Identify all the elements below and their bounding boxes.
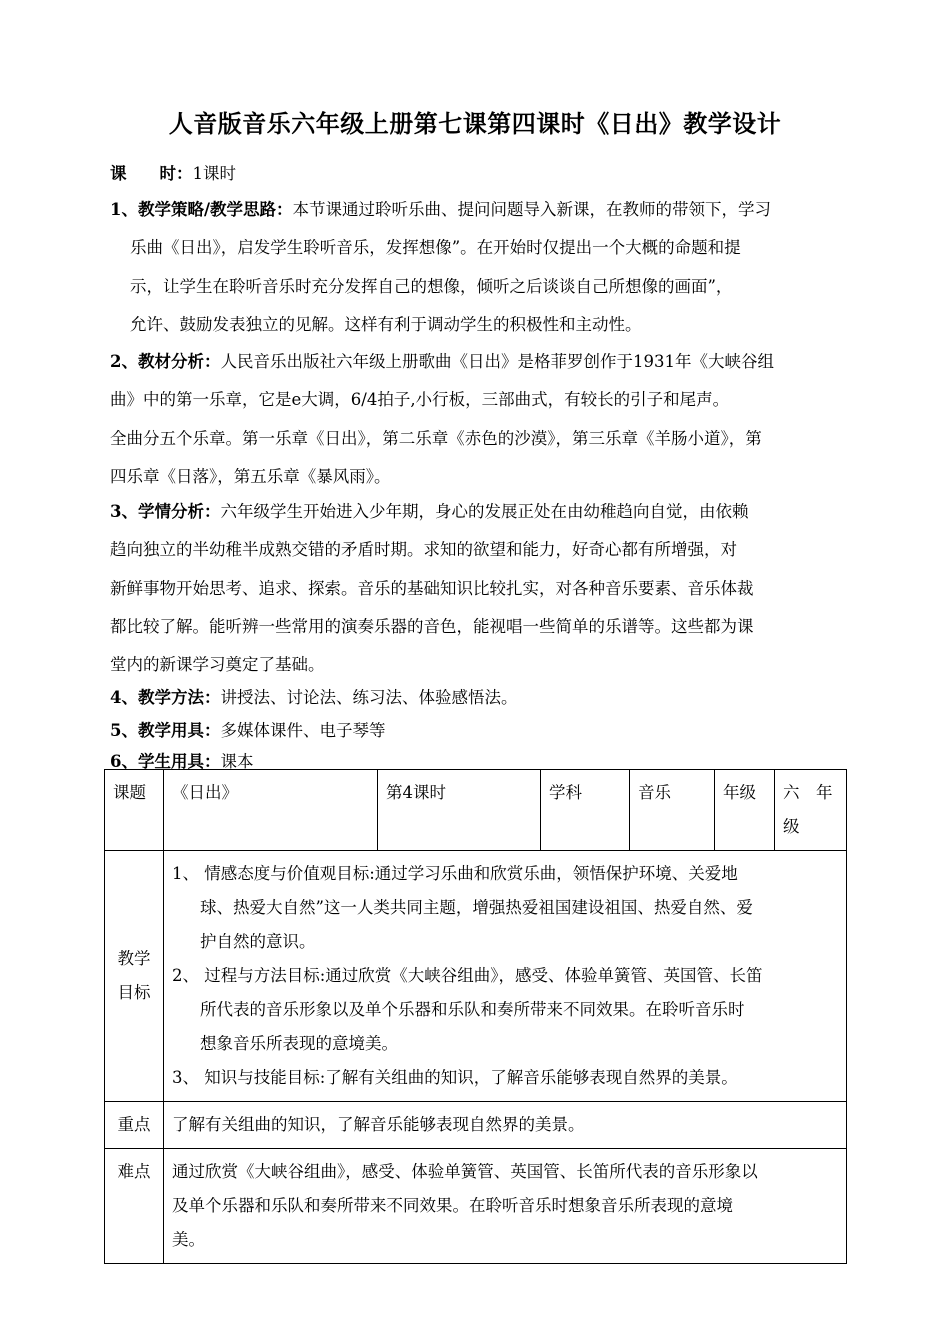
strategy-line: 示，让学生在聆听音乐时充分发挥自己的想像，倾听之后谈谈自己所想像的画面”，	[130, 277, 733, 296]
lesson-table	[104, 769, 847, 1264]
material-label: 2、教材分析：	[110, 352, 221, 371]
grade-label-cell: 年级	[715, 770, 775, 851]
period-row	[110, 160, 842, 184]
section-tools	[110, 717, 842, 741]
difficulty-value-cell	[164, 1149, 847, 1264]
strategy-label: 1、教学策略/教学思路：	[110, 200, 293, 219]
student-tools-label: 6、学生用具：	[110, 752, 221, 771]
goals-label: 教学	[117, 949, 151, 968]
goals-row	[105, 851, 847, 1102]
students-line: 六年级学生开始进入少年期，身心的发展正处在由幼稚趋向自觉，由依赖	[220, 502, 749, 521]
grade-value-line: 六 年	[783, 783, 833, 802]
period-label: 课 时：	[110, 164, 193, 183]
goal-number: 2、	[172, 966, 199, 985]
goal-number: 1、	[172, 864, 199, 883]
goal-line: 球、热爱大自然”这一人类共同主题，增强热爱祖国建设祖国、热爱自然、爱	[200, 898, 753, 917]
topic-value-cell: 《日出》	[164, 770, 378, 851]
students-line: 趋向独立的半幼稚半成熟交错的矛盾时期。求知的欲望和能力，好奇心都有所增强，对	[110, 540, 737, 559]
goal-line: 过程与方法目标:通过欣赏《大峡谷组曲》，感受、体验单簧管、英国管、长笛	[204, 966, 763, 985]
students-label: 3、学情分析：	[110, 502, 221, 521]
goal-item	[172, 959, 838, 1061]
key-point-row	[105, 1102, 847, 1149]
section-methods	[110, 684, 842, 708]
tools-value: 多媒体课件、电子琴等	[220, 721, 386, 740]
table-header-row	[105, 770, 847, 851]
key-point-label-cell: 重点	[105, 1102, 164, 1149]
goals-content-cell	[164, 851, 847, 1102]
topic-label-cell: 课题	[105, 770, 164, 851]
material-line: 全曲分五个乐章。第一乐章《日出》，第二乐章《赤色的沙漠》，第三乐章《羊肠小道》，第	[110, 429, 762, 448]
students-line: 堂内的新课学习奠定了基础。	[110, 655, 325, 674]
strategy-line: 允许、鼓励发表独立的见解。这样有利于调动学生的积极性和主动性。	[130, 315, 642, 334]
period-cell: 第4课时	[378, 770, 541, 851]
students-line: 新鲜事物开始思考、追求、探索。音乐的基础知识比较扎实，对各种音乐要素、音乐体裁	[110, 579, 754, 598]
goal-line: 护自然的意识。	[200, 932, 316, 951]
goal-line: 所代表的音乐形象以及单个乐器和乐队和奏所带来不同效果。在聆听音乐时	[200, 1000, 745, 1019]
goal-line: 情感态度与价值观目标:通过学习乐曲和欣赏乐曲，领悟保护环境、关爱地	[204, 864, 738, 883]
difficulty-line: 美。	[172, 1230, 205, 1249]
grade-value-line: 级	[783, 817, 800, 836]
document-title: 人音版音乐六年级上册第七课第四课时《日出》教学设计	[168, 109, 782, 138]
subject-label-cell: 学科	[541, 770, 630, 851]
strategy-line: 本节课通过聆听乐曲、提问问题导入新课，在教师的带领下，学习	[292, 200, 772, 219]
period-value: 1课时	[192, 164, 236, 183]
student-tools-value: 课本	[220, 752, 254, 771]
goal-item	[172, 857, 838, 959]
strategy-line: 乐曲《日出》，启发学生聆听音乐，发挥想像”。在开始时仅提出一个大概的命题和提	[130, 238, 741, 257]
material-line: 人民音乐出版社六年级上册歌曲《日出》是格菲罗创作于1931年《大峡谷组	[220, 352, 774, 371]
methods-value: 讲授法、讨论法、练习法、体验感悟法。	[220, 688, 518, 707]
subject-value-cell: 音乐	[630, 770, 715, 851]
difficulty-line: 通过欣赏《大峡谷组曲》，感受、体验单簧管、英国管、长笛所代表的音乐形象以	[172, 1162, 758, 1181]
goals-label: 目标	[117, 983, 151, 1002]
methods-label: 4、教学方法：	[110, 688, 221, 707]
difficulty-label-cell: 难点	[105, 1149, 164, 1264]
difficulty-row	[105, 1149, 847, 1264]
goals-label-cell	[105, 851, 164, 1102]
goal-line: 想象音乐所表现的意境美。	[200, 1034, 398, 1053]
students-line: 都比较了解。能听辨一些常用的演奏乐器的音色，能视唱一些简单的乐谱等。这些都为课	[110, 617, 754, 636]
goal-line: 知识与技能目标:了解有关组曲的知识，了解音乐能够表现自然界的美景。	[204, 1068, 738, 1087]
material-line: 曲》中的第一乐章，它是e大调，6/4拍子,小行板，三部曲式，有较长的引子和尾声。	[110, 390, 730, 409]
tools-label: 5、教学用具：	[110, 721, 221, 740]
goal-item	[172, 1061, 838, 1095]
grade-value-cell	[775, 770, 847, 851]
goal-number: 3、	[172, 1068, 199, 1087]
difficulty-line: 及单个乐器和乐队和奏所带来不同效果。在聆听音乐时想象音乐所表现的意境	[172, 1196, 733, 1215]
material-line: 四乐章《日落》，第五乐章《暴风雨》。	[110, 467, 391, 486]
key-point-value-cell: 了解有关组曲的知识，了解音乐能够表现自然界的美景。	[164, 1102, 847, 1149]
